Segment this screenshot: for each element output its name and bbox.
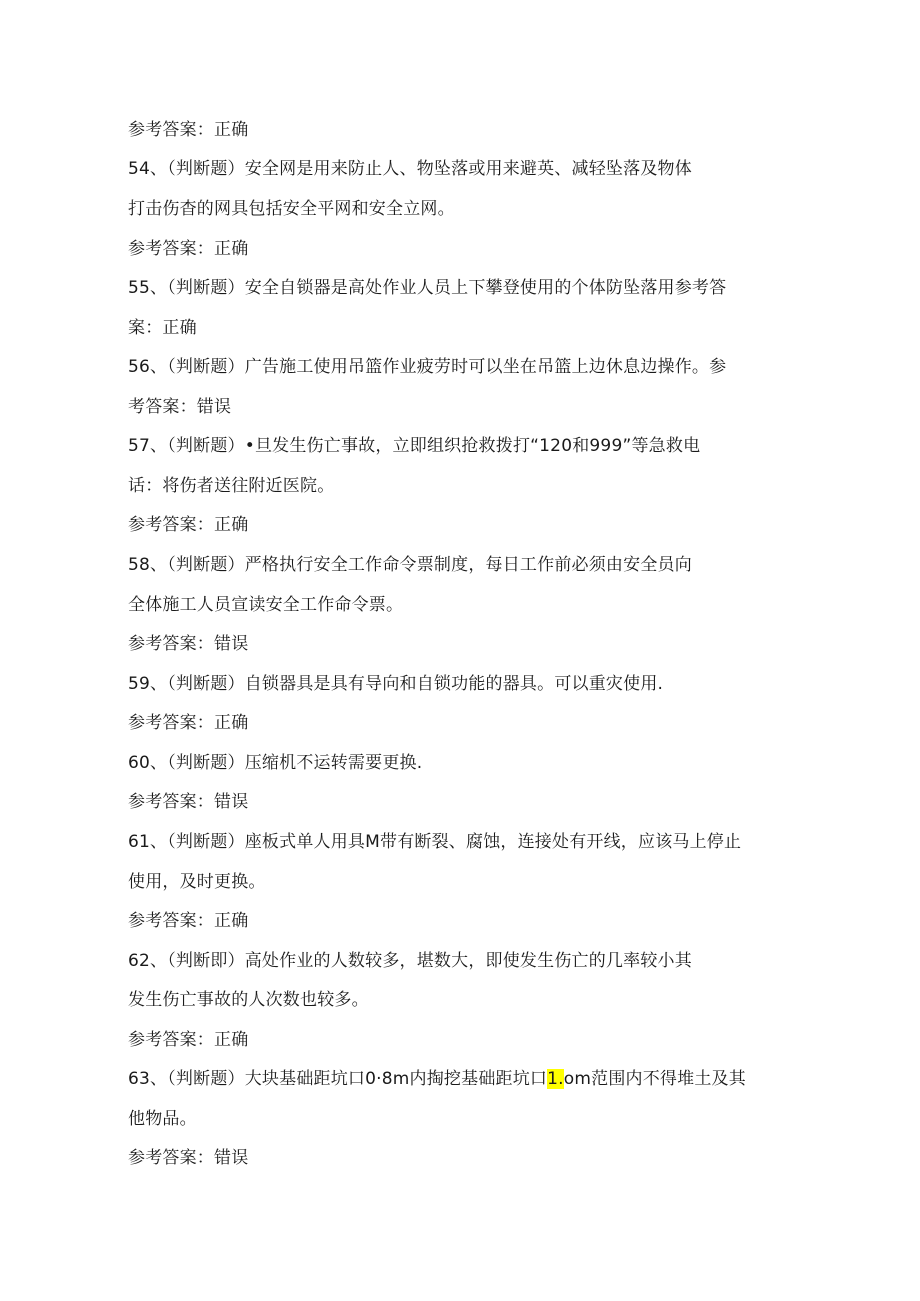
question-54-line-2: 打击伤杳的网具包括安全平网和安全立网。 xyxy=(128,199,455,219)
question-55-line-1: 55、（判断题）安全自锁器是高处作业人员上下攀登使用的个体防坠落用参考答 xyxy=(128,278,727,298)
question-62-line-2: 发生伤亡事故的人次数也较多。 xyxy=(128,990,369,1010)
answer-line: 参考答案：正确 xyxy=(128,911,249,931)
question-62-line-1: 62、（判断即）高处作业的人数较多，堪数大，即使发生伤亡的几率较小其 xyxy=(128,951,692,971)
question-63-text-before: 63、（判断题）大块基础距坑口0·8m内掏挖基础距坑口 xyxy=(128,1069,548,1089)
answer-line: 参考答案：正确 xyxy=(128,713,249,733)
question-63-line-1 xyxy=(128,1068,746,1090)
question-56-line-2: 考答案：错误 xyxy=(128,397,232,417)
question-57-line-1: 57、（判断题）•旦发生伤亡事故，立即组织抢救拨打“120和999”等急救电 xyxy=(128,436,701,456)
question-56-line-1: 56、（判断题）广告施工使用吊篮作业疲劳时可以坐在吊篮上边休息边操作。参 xyxy=(128,357,727,377)
answer-line: 参考答案：错误 xyxy=(128,634,249,654)
answer-line: 参考答案：错误 xyxy=(128,792,249,812)
answer-line: 参考答案：错误 xyxy=(128,1148,249,1168)
question-58-line-2: 全体施工人员宣读安全工作命令票。 xyxy=(128,595,404,615)
question-60-line: 60、（判断题）压缩机不运转需要更换. xyxy=(128,753,423,773)
question-57-line-2: 话：将伤者送往附近医院。 xyxy=(128,476,335,496)
question-54-line-1: 54、（判断题）安全网是用来防止人、物坠落或用来避英、减轻坠落及物体 xyxy=(128,159,692,179)
question-63-line-2: 他物品。 xyxy=(128,1109,197,1129)
answer-line: 参考答案：正确 xyxy=(128,515,249,535)
question-58-line-1: 58、（判断题）严格执行安全工作命令票制度，每日工作前必须由安全员向 xyxy=(128,555,692,575)
question-61-line-1: 61、（判断题）座板式单人用具M带有断裂、腐蚀，连接处有开线，应该马上停止 xyxy=(128,832,742,852)
question-59-line: 59、（判断题）自锁器具是具有导向和自锁功能的器具。可以重灾使用. xyxy=(128,674,664,694)
answer-line: 参考答案：正确 xyxy=(128,1030,249,1050)
question-63-text-after: om范围内不得堆土及其 xyxy=(563,1069,746,1089)
highlighted-text: 1. xyxy=(547,1069,564,1089)
question-61-line-2: 使用，及时更换。 xyxy=(128,872,266,892)
answer-line: 参考答案：正确 xyxy=(128,239,249,259)
question-55-line-2: 案：正确 xyxy=(128,318,197,338)
answer-line: 参考答案：正确 xyxy=(128,120,249,140)
